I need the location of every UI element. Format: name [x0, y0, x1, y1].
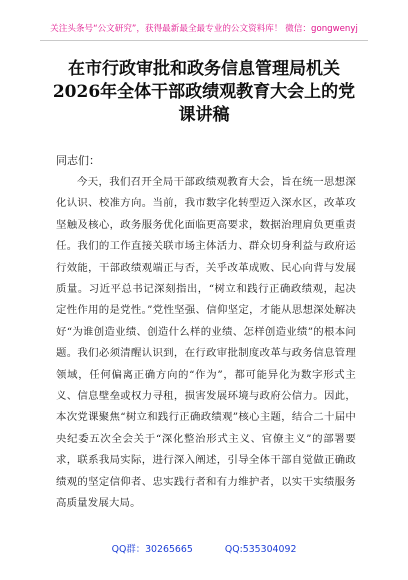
footer-qq-group: QQ群：30265665 [111, 544, 193, 555]
footer-qq: QQ:535304092 [224, 544, 297, 555]
header-banner: 关注头条号“公文研究”，获得最新最全最专业的公文资料库！ 微信：gongwenyj [50, 24, 358, 34]
footer [0, 541, 408, 555]
body-paragraph: 今天，我们召开全局干部政绩观教育大会，旨在统一思想深化认识、校准方向。当前，我市数字化转型迈入深水区，改革攻坚触及核心，政务服务优化面临更高要求，数据治理肩负更重责任。我们的工作直接关联市场主体活力、群众切身利益与政府运行效能，干部政绩观端正与否，关乎改革成败、民心向背与发展质量。习近平总书记深刻指出，“树立和践行正确政绩观，起决定性作用的是党性。”党性坚强、信仰坚定，才能从思想深处解决好“为谁创造业绩、创造什么样的业绩、怎样创造业绩”的根本问题。我们必须清醒认识到，在行政审批制度改革与政务信息管理领域，任何偏离正确方向的“作为”，都可能异化为数字形式主义、信息壁垒或权力寻租，损害发展环境与政府公信力。因此，本次党课聚焦“树立和践行正确政绩观”核心主题，结合二十届中央纪委五次全会关于“深化整治形式主义、官僚主义”的部署要求，联系我局实际，进行深入阐述，引导全体干部自觉做正确政绩观的坚定信仰者、忠实践行者和有力维护者，以实干实绩服务高质量发展大局。 [56, 176, 356, 510]
header-divider [40, 40, 368, 41]
document-title: 在市行政审批和政务信息管理局机关2026年全体干部政绩观教育大会上的党课讲稿 [52, 59, 356, 125]
salutation: 同志们： [56, 154, 100, 167]
